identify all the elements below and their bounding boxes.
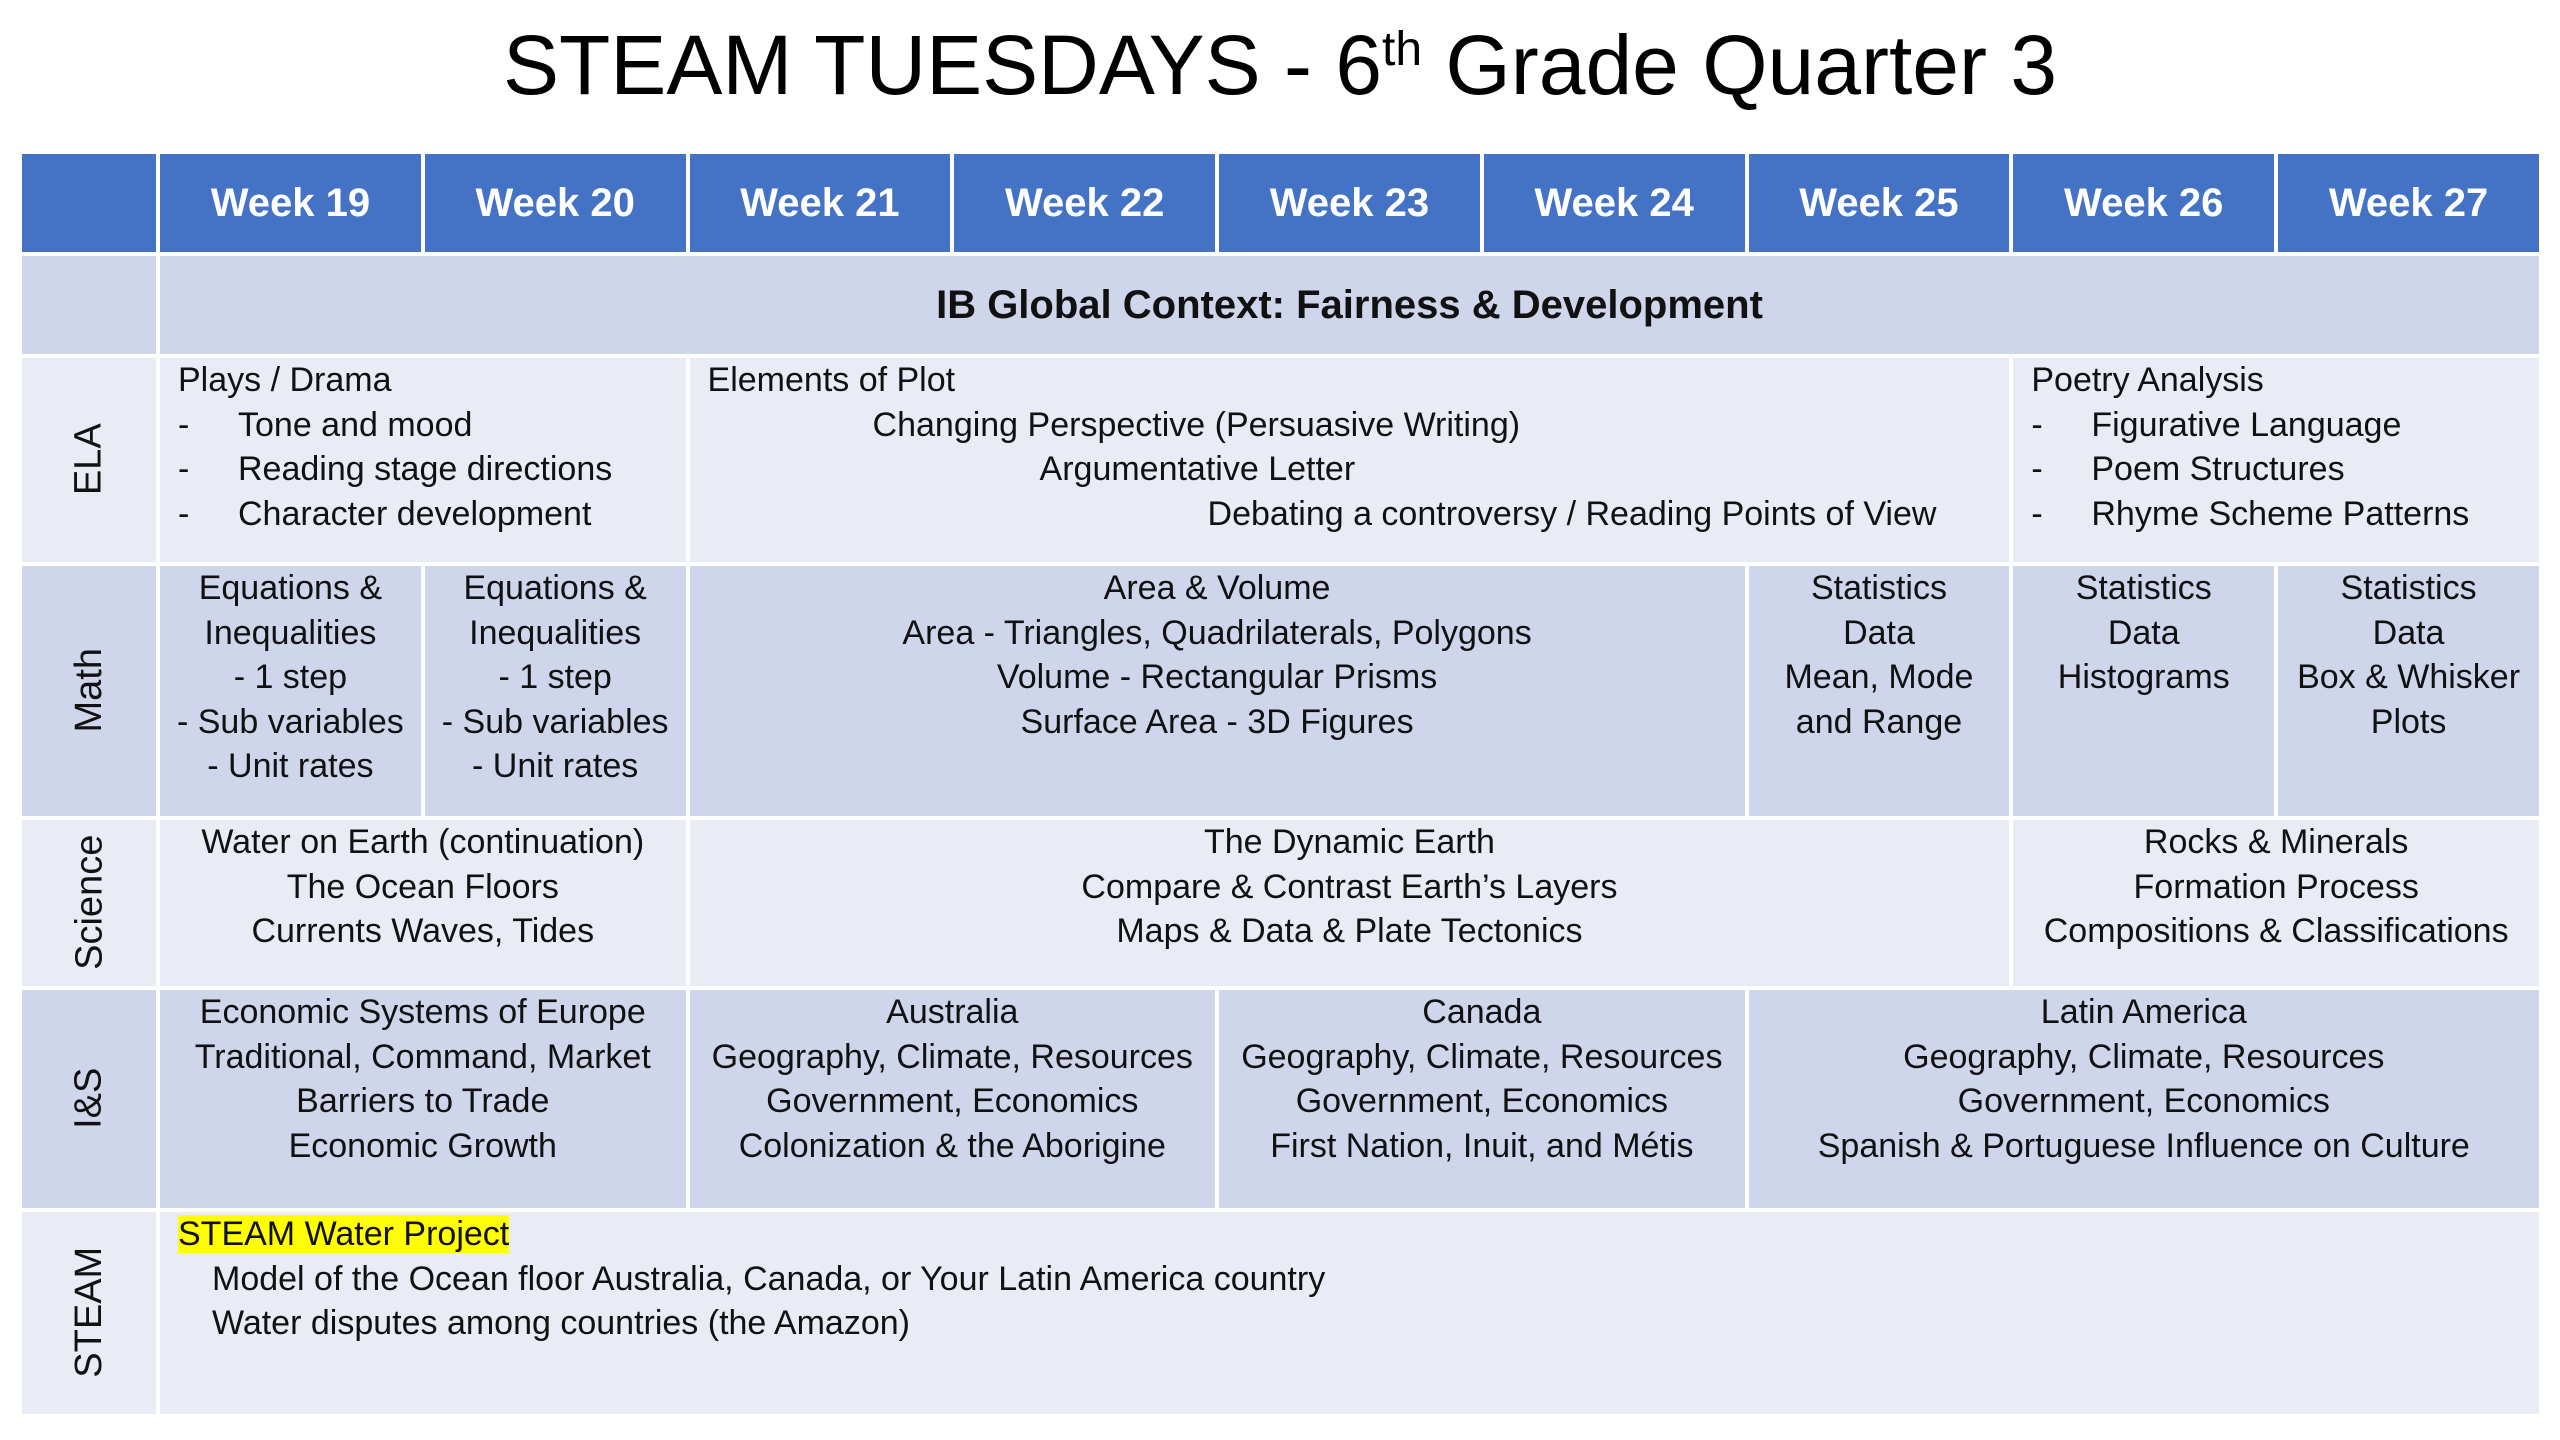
is-australia-cell: Australia Geography, Climate, Resources Government, Economics Colonization & the Aborigine <box>688 988 1218 1210</box>
ela-poetry-cell <box>2011 356 2541 564</box>
list-item: - Tone and mood <box>178 405 473 444</box>
math-week26-cell: Statistics Data Histograms <box>2011 564 2276 818</box>
list-item: - Poem Structures <box>2031 450 2345 488</box>
is-latin-america-cell: Latin America Geography, Climate, Resources Government, Economics Spanish & Portuguese Influence on Culture <box>1747 988 2541 1210</box>
steam-project-title: STEAM Water Project <box>178 1215 510 1253</box>
week-header: Week 20 <box>423 152 688 254</box>
list-item: Water disputes among countries (the Amazon) <box>212 1304 910 1342</box>
header-row <box>20 152 2541 254</box>
ela-plot-cell <box>688 356 2012 564</box>
list-item: - Figurative Language <box>2031 405 2402 444</box>
math-week20-cell: Equations & Inequalities - 1 step - Sub variables - Unit rates <box>423 564 688 818</box>
row-label-ela: ELA <box>20 356 158 564</box>
math-area-volume-cell: Area & Volume Area - Triangles, Quadrilaterals, Polygons Volume - Rectangular Prisms Surface Area - 3D Figures <box>688 564 1747 818</box>
list-item: - Reading stage directions <box>178 450 613 488</box>
list-item: Model of the Ocean floor Australia, Canada, or Your Latin America country <box>212 1259 1326 1298</box>
science-water-cell: Water on Earth (continuation) The Ocean Floors Currents Waves, Tides <box>158 818 688 988</box>
curriculum-table <box>18 150 2543 1418</box>
science-earth-cell: The Dynamic Earth Compare & Contrast Earth’s Layers Maps & Data & Plate Tectonics <box>688 818 2012 988</box>
is-europe-cell: Economic Systems of Europe Traditional, Command, Market Barriers to Trade Economic Growth <box>158 988 688 1210</box>
week-header: Week 22 <box>952 152 1217 254</box>
ib-context-banner: IB Global Context: Fairness & Development <box>158 254 2541 356</box>
science-rocks-cell: Rocks & Minerals Formation Process Compositions & Classifications <box>2011 818 2541 988</box>
corner-cell <box>20 152 158 254</box>
list-item: - Character development <box>178 494 592 533</box>
row-label-science: Science <box>20 818 158 988</box>
week-header: Week 23 <box>1217 152 1482 254</box>
list-item: Debating a controversy / Reading Points of View <box>1207 494 1937 533</box>
is-row <box>20 988 2541 1210</box>
ela-plays-title: Plays / Drama <box>178 361 392 399</box>
week-header: Week 19 <box>158 152 423 254</box>
week-header: Week 26 <box>2011 152 2276 254</box>
is-canada-cell: Canada Geography, Climate, Resources Government, Economics First Nation, Inuit, and Métis <box>1217 988 1747 1210</box>
math-week19-cell: Equations & Inequalities - 1 step - Sub variables - Unit rates <box>158 564 423 818</box>
week-header: Week 27 <box>2276 152 2541 254</box>
ela-row <box>20 356 2541 564</box>
week-header: Week 21 <box>688 152 953 254</box>
row-label-steam: STEAM <box>20 1210 158 1416</box>
science-row <box>20 818 2541 988</box>
ib-label-cell <box>20 254 158 356</box>
list-item: - Rhyme Scheme Patterns <box>2031 494 2470 533</box>
week-header: Week 25 <box>1747 152 2012 254</box>
ela-plays-cell <box>158 356 688 564</box>
math-week25-cell: Statistics Data Mean, Mode and Range <box>1747 564 2012 818</box>
row-label-math: Math <box>20 564 158 818</box>
page-title: STEAM TUESDAYS - 6th Grade Quarter 3 <box>502 18 2058 112</box>
math-week27-cell: Statistics Data Box & Whisker Plots <box>2276 564 2541 818</box>
ela-plot-title: Elements of Plot <box>707 361 956 399</box>
steam-project-cell <box>158 1210 2541 1416</box>
list-item: Argumentative Letter <box>1039 450 1356 488</box>
ib-context-row <box>20 254 2541 356</box>
list-item: Changing Perspective (Persuasive Writing) <box>872 405 1521 444</box>
row-label-is: I&S <box>20 988 158 1210</box>
steam-row <box>20 1210 2541 1416</box>
week-header: Week 24 <box>1482 152 1747 254</box>
ela-poetry-title: Poetry Analysis <box>2031 361 2264 399</box>
math-row <box>20 564 2541 818</box>
